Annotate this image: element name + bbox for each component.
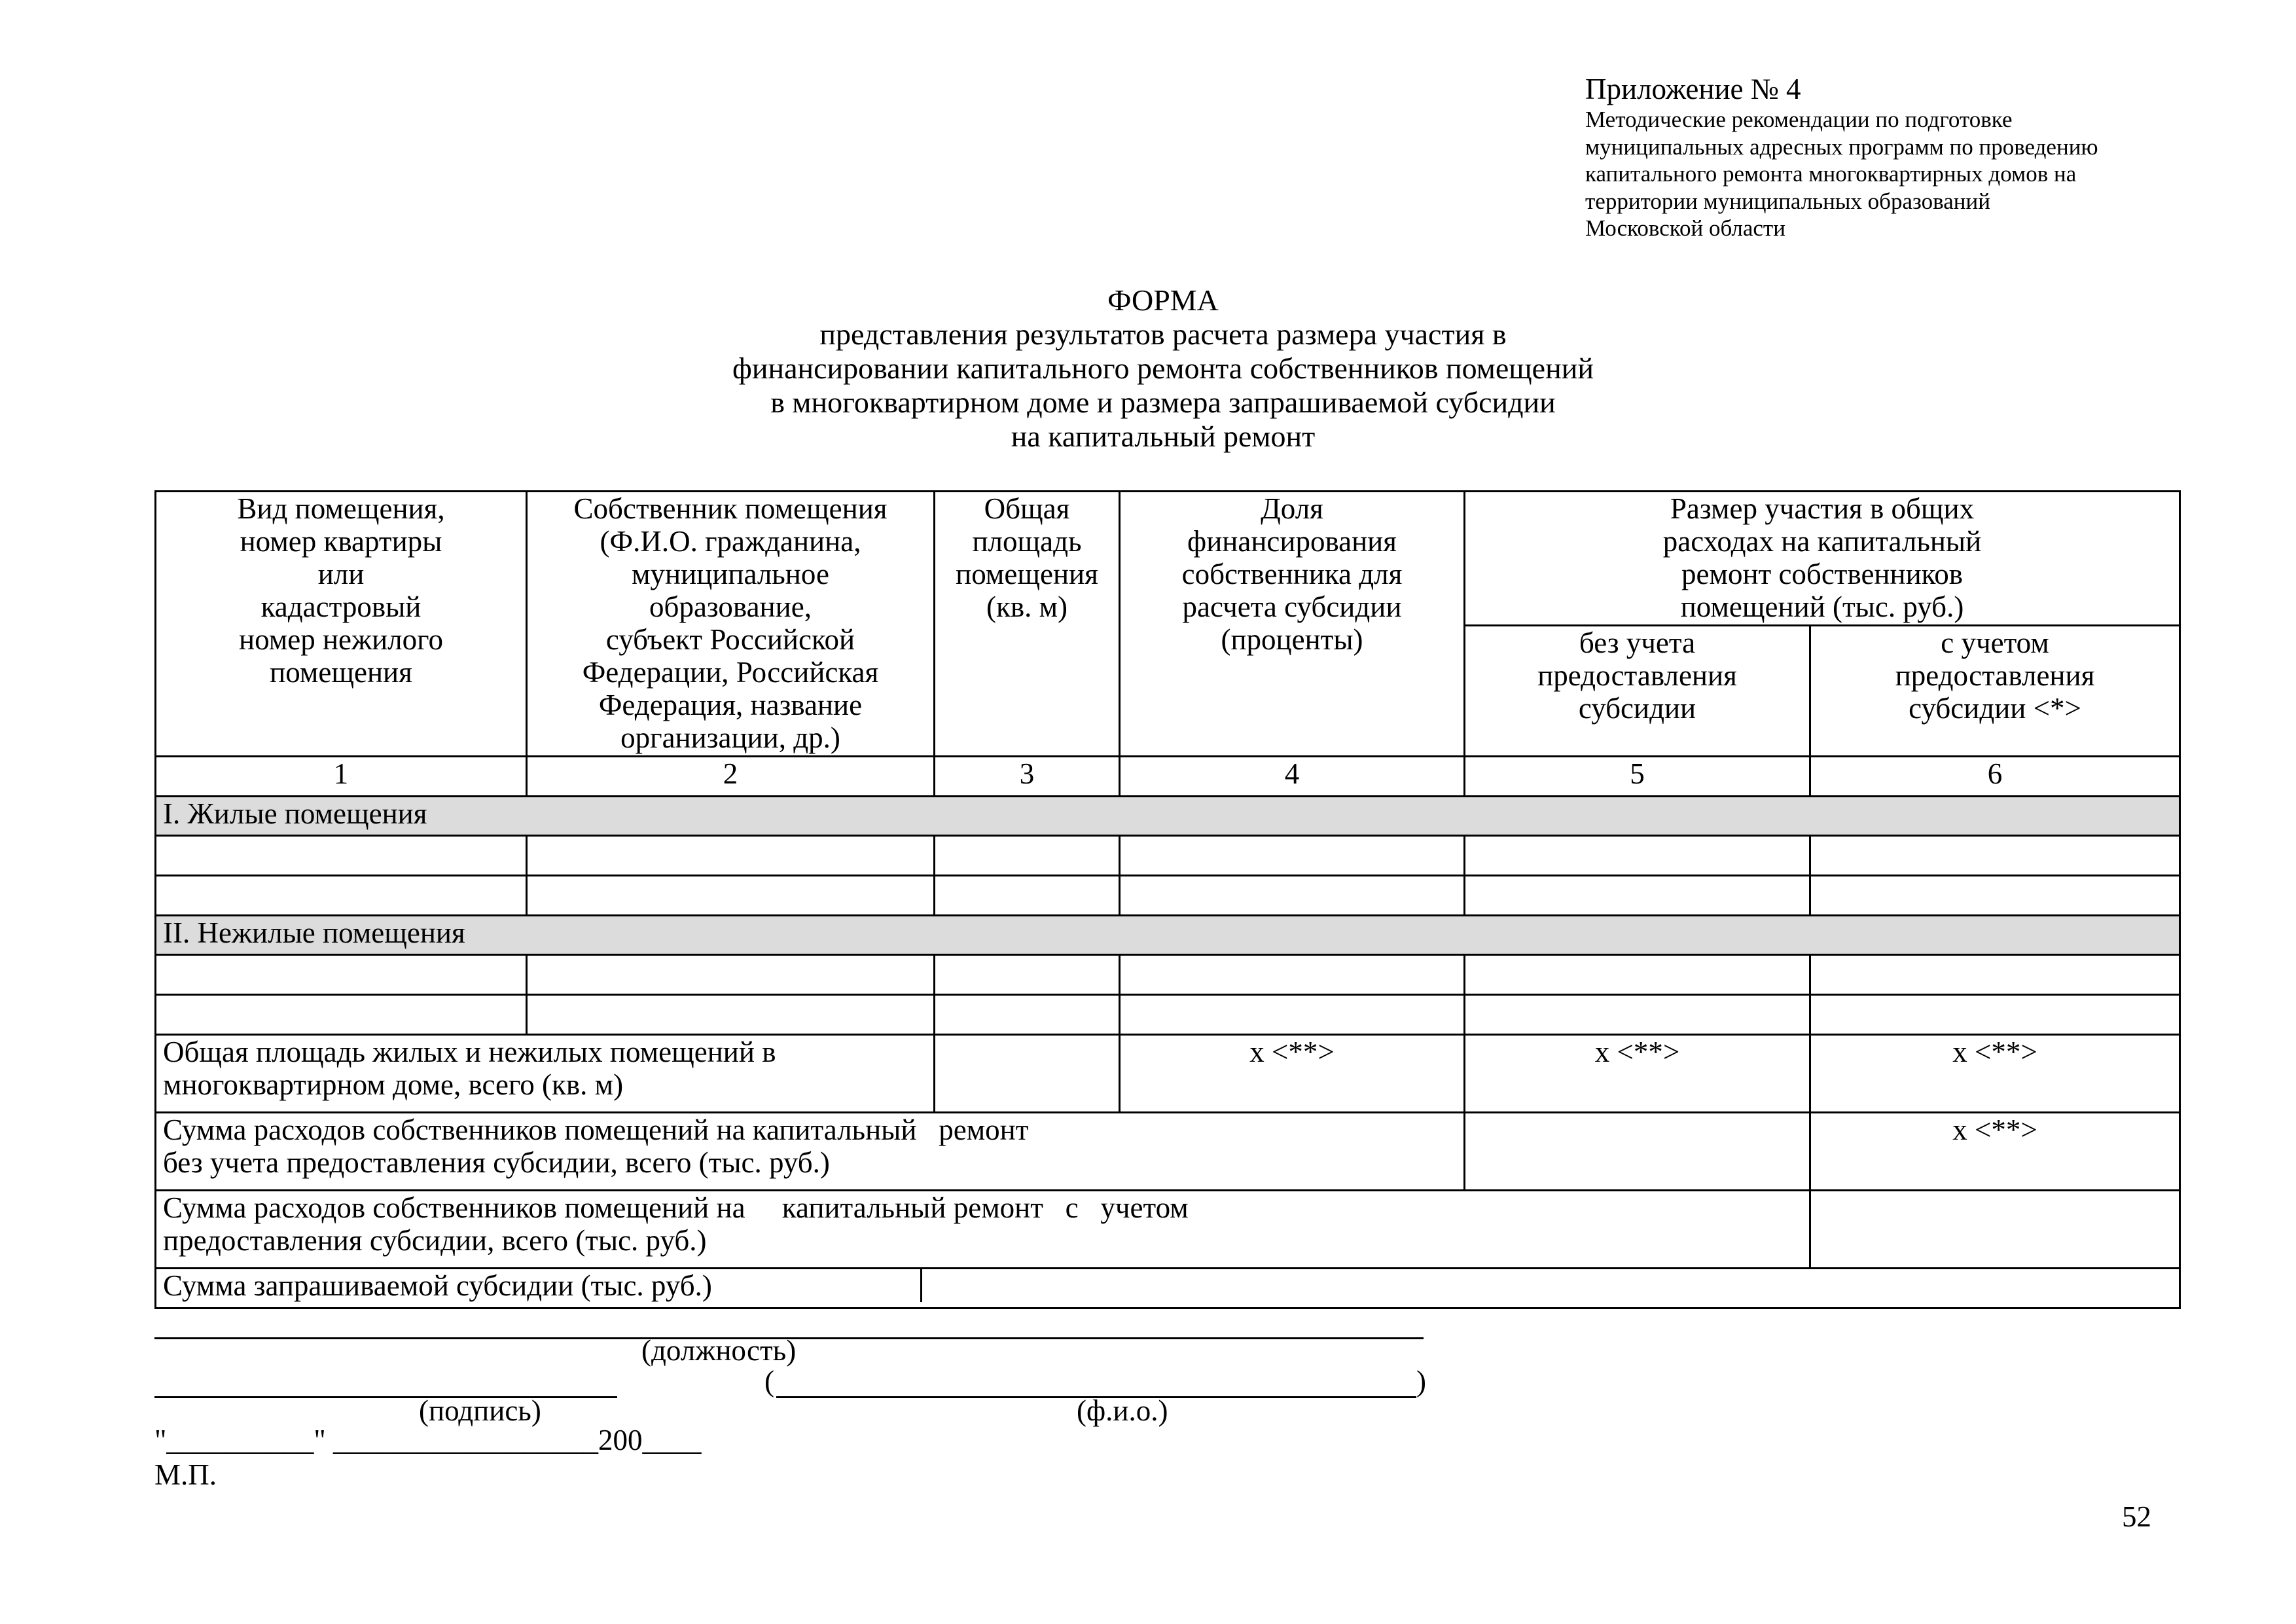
cell[interactable]: [156, 836, 527, 876]
label-line: Сумма расходов собственников помещений на капитальный ремонт с учетом: [163, 1191, 1189, 1224]
title-line: представления результатов расчета размера участия в: [819, 317, 1507, 351]
position-caption: (должность): [641, 1334, 797, 1367]
header-line: кадастровый: [260, 590, 422, 623]
table-row: [156, 995, 2180, 1035]
header-line: предоставления: [1537, 659, 1737, 692]
appendix-number: Приложение № 4: [1585, 73, 1801, 105]
cell[interactable]: [1810, 836, 2180, 876]
fio-caption: (ф.и.о.): [1077, 1394, 1168, 1427]
column-number: 6: [1810, 757, 2180, 797]
header-line: Размер участия в общих: [1670, 492, 1975, 525]
header-line: (кв. м): [986, 590, 1068, 623]
stamp-place: М.П.: [154, 1458, 217, 1491]
header-with-subsidy: [1810, 626, 2180, 757]
header-participation: [1465, 492, 2180, 626]
header-line: субсидии <*>: [1909, 692, 2081, 725]
title-line: финансировании капитального ремонта собственников помещений: [732, 352, 1594, 385]
header-line: предоставления: [1895, 659, 2095, 692]
header-line: площадь: [972, 525, 1082, 558]
cell[interactable]: [1810, 995, 2180, 1035]
cell[interactable]: [1810, 876, 2180, 916]
table-row: [156, 876, 2180, 916]
header-line: помещений (тыс. руб.): [1680, 590, 1964, 623]
header-line: Собственник помещения: [573, 492, 888, 525]
form-title: [0, 283, 2296, 454]
header-line: организации, др.): [620, 721, 840, 754]
cell[interactable]: [935, 995, 1120, 1035]
label-line: предоставления субсидии, всего (тыс. руб.): [163, 1224, 707, 1257]
header-line: муниципальное: [632, 558, 829, 590]
signature-caption: (подпись): [419, 1394, 541, 1427]
total-area-row: [156, 1035, 2180, 1113]
column-number: 1: [156, 757, 527, 797]
subtitle-line: капитального ремонта многоквартирных домов на: [1585, 161, 2077, 187]
label-line: без учета предоставления субсидии, всего (тыс. руб.): [163, 1146, 830, 1179]
column-number: 2: [527, 757, 935, 797]
x-mark: x <**>: [1465, 1035, 1810, 1113]
page-number: 52: [2122, 1500, 2151, 1533]
cell[interactable]: [1120, 955, 1465, 995]
header-line: образование,: [649, 590, 812, 623]
header-line: субсидии: [1578, 692, 1696, 725]
header-line: Доля: [1261, 492, 1323, 525]
header-line: ремонт собственников: [1681, 558, 1963, 590]
cell[interactable]: [527, 876, 935, 916]
cell[interactable]: [527, 955, 935, 995]
header-line: Общая: [984, 492, 1070, 525]
fio-close-paren: ): [1416, 1365, 1426, 1398]
cell[interactable]: [1465, 876, 1810, 916]
header-line: или: [317, 558, 365, 590]
sum-with-subsidy-value[interactable]: [1810, 1191, 2180, 1269]
subtitle-line: муниципальных адресных программ по проведению: [1585, 134, 2098, 160]
header-line: расходах на капитальный: [1662, 525, 1982, 558]
sum-with-subsidy-row: [156, 1191, 2180, 1269]
column-number: 4: [1120, 757, 1465, 797]
header-line: Федерации, Российская: [582, 656, 879, 689]
header-area: [935, 492, 1120, 757]
sum-without-subsidy-row: [156, 1113, 2180, 1191]
table-row: [156, 836, 2180, 876]
subsidy-row: [156, 1269, 2180, 1308]
header-line: расчета субсидии: [1182, 590, 1402, 623]
header-share: [1120, 492, 1465, 757]
cell[interactable]: [1465, 955, 1810, 995]
cell[interactable]: [527, 836, 935, 876]
header-line: помещения: [270, 656, 412, 689]
cell[interactable]: [527, 995, 935, 1035]
form-heading: ФОРМА: [1107, 283, 1219, 317]
cell[interactable]: [1810, 955, 2180, 995]
header-line: собственника для: [1181, 558, 1403, 590]
sum-with-subsidy-label: [156, 1191, 1810, 1269]
header-line: Вид помещения,: [237, 492, 445, 525]
header-line: номер нежилого: [239, 623, 443, 656]
subsidy-label: Сумма запрашиваемой субсидии (тыс. руб.): [156, 1269, 922, 1302]
header-line: (проценты): [1221, 623, 1363, 656]
column-number: 3: [935, 757, 1120, 797]
x-mark: x <**>: [1810, 1035, 2180, 1113]
header-line: помещения: [956, 558, 1098, 590]
cell[interactable]: [156, 876, 527, 916]
total-area-label: [156, 1035, 935, 1113]
label-line: многоквартирном доме, всего (кв. м): [163, 1068, 624, 1101]
x-mark: x <**>: [1120, 1035, 1465, 1113]
cell[interactable]: [935, 836, 1120, 876]
subtitle-line: Методические рекомендации по подготовке: [1585, 107, 2013, 132]
cell[interactable]: [156, 995, 527, 1035]
subtitle-line: территории муниципальных образований: [1585, 188, 1990, 214]
cell[interactable]: [935, 955, 1120, 995]
x-mark: x <**>: [1810, 1113, 2180, 1191]
header-line: номер квартиры: [240, 525, 442, 558]
label-line: Сумма расходов собственников помещений на капитальный ремонт: [163, 1113, 1029, 1146]
table-row: [156, 955, 2180, 995]
appendix-subtitle: [1585, 106, 2098, 242]
subtitle-line: Московской области: [1585, 215, 1785, 241]
total-area-value[interactable]: [935, 1035, 1120, 1113]
title-line: в многоквартирном доме и размера запрашиваемой субсидии: [770, 386, 1556, 419]
cell[interactable]: [1120, 876, 1465, 916]
column-number: 5: [1465, 757, 1810, 797]
date-field[interactable]: "__________" __________________200____: [154, 1424, 702, 1456]
form-table: [154, 490, 2181, 1309]
header-owner: [527, 492, 935, 757]
header-line: (Ф.И.О. гражданина,: [600, 525, 861, 558]
title-line: на капитальный ремонт: [1011, 420, 1316, 453]
subsidy-cell: [156, 1269, 2180, 1308]
header-line: финансирования: [1187, 525, 1397, 558]
section-residential: I. Жилые помещения: [156, 797, 2180, 836]
header-room-type: [156, 492, 527, 757]
section-nonresidential: II. Нежилые помещения: [156, 916, 2180, 955]
signature-line[interactable]: [154, 1396, 617, 1398]
label-line: Общая площадь жилых и нежилых помещений в: [163, 1036, 776, 1068]
sum-without-subsidy-value[interactable]: [1465, 1113, 1810, 1191]
cell[interactable]: [1465, 995, 1810, 1035]
header-without-subsidy: [1465, 626, 1810, 757]
cell[interactable]: [935, 876, 1120, 916]
header-line: с учетом: [1941, 626, 2049, 659]
column-numbers-row: [156, 757, 2180, 797]
header-line: субъект Российской: [605, 623, 855, 656]
header-line: Федерация, название: [598, 689, 863, 721]
cell[interactable]: [1120, 836, 1465, 876]
cell[interactable]: [1120, 995, 1465, 1035]
fio-open-paren: (: [764, 1365, 774, 1398]
sum-without-subsidy-label: [156, 1113, 1465, 1191]
cell[interactable]: [1465, 836, 1810, 876]
header-line: без учета: [1579, 626, 1696, 659]
cell[interactable]: [156, 955, 527, 995]
